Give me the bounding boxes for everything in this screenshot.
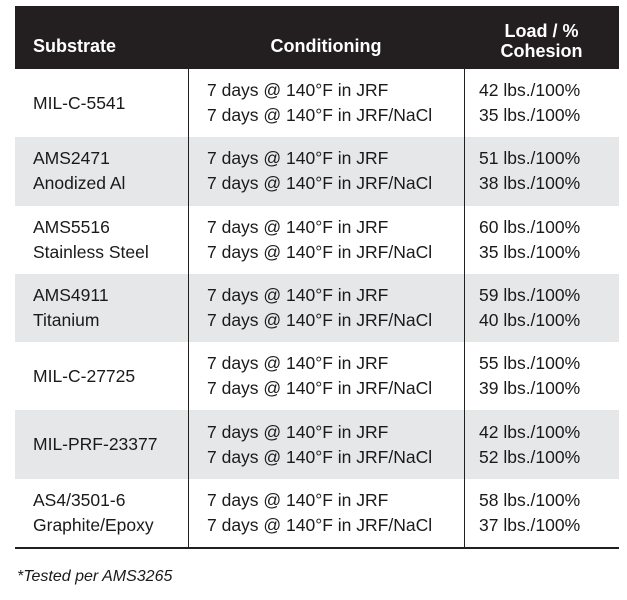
- conditioning-line2: 7 days @ 140°F in JRF/NaCl: [207, 310, 433, 331]
- conditioning-line2: 7 days @ 140°F in JRF/NaCl: [207, 514, 433, 535]
- substrate-cell: [15, 137, 188, 205]
- substrate-cell: [15, 206, 188, 274]
- table-header: [15, 6, 619, 69]
- conditioning-cell: [188, 69, 464, 137]
- conditioning-cell: [188, 479, 464, 547]
- conditioning-line1: 7 days @ 140°F in JRF: [207, 216, 389, 237]
- substrate-line1: MIL-C-27725: [33, 365, 136, 386]
- conditioning-line2: 7 days @ 140°F in JRF/NaCl: [207, 173, 433, 194]
- table-row: [15, 342, 619, 410]
- conditioning-line1: 7 days @ 140°F in JRF: [207, 148, 389, 169]
- load-line1: 55 lbs./100%: [479, 353, 581, 374]
- load-cell: [464, 69, 619, 137]
- load-cell: [464, 342, 619, 410]
- load-line1: 58 lbs./100%: [479, 489, 581, 510]
- substrate-line2: Anodized Al: [33, 173, 126, 194]
- substrate-cell: [15, 342, 188, 410]
- substrate-line1: MIL-PRF-23377: [33, 434, 158, 455]
- table-row: [15, 410, 619, 478]
- load-line1: 42 lbs./100%: [479, 80, 581, 101]
- conditioning-line2: 7 days @ 140°F in JRF/NaCl: [207, 241, 433, 262]
- substrate-line1: AMS5516: [33, 216, 110, 237]
- substrate-line1: AMS4911: [33, 285, 109, 306]
- substrate-line1: MIL-C-5541: [33, 92, 126, 113]
- substrate-line2: Graphite/Epoxy: [33, 514, 154, 535]
- footnote: *Tested per AMS3265: [17, 568, 173, 585]
- load-line2: 39 lbs./100%: [479, 378, 581, 399]
- header-load-cohesion: [464, 6, 619, 69]
- conditioning-cell: [188, 274, 464, 342]
- header-substrate: Substrate: [33, 36, 117, 56]
- load-line2: 38 lbs./100%: [479, 173, 581, 194]
- load-cell: [464, 206, 619, 274]
- table-row: [15, 206, 619, 274]
- load-cell: [464, 410, 619, 478]
- table-row: [15, 137, 619, 205]
- substrate-cell: [15, 69, 188, 137]
- conditioning-cell: [188, 206, 464, 274]
- load-line1: 51 lbs./100%: [479, 148, 581, 169]
- load-line2: 35 lbs./100%: [479, 105, 581, 126]
- conditioning-line1: 7 days @ 140°F in JRF: [207, 80, 389, 101]
- header-load-line2: Cohesion: [500, 40, 583, 61]
- load-line1: 42 lbs./100%: [479, 421, 581, 442]
- table-row: [15, 69, 619, 137]
- table-body: [15, 69, 619, 547]
- substrate-line2: Stainless Steel: [33, 241, 149, 262]
- conditioning-cell: [188, 410, 464, 478]
- table-bottom-rule: [15, 547, 619, 549]
- load-cell: [464, 137, 619, 205]
- conditioning-cell: [188, 137, 464, 205]
- table-row: [15, 479, 619, 547]
- conditioning-line1: 7 days @ 140°F in JRF: [207, 285, 389, 306]
- load-line2: 40 lbs./100%: [479, 310, 581, 331]
- substrate-line1: AS4/3501-6: [33, 489, 126, 510]
- substrate-line2: Titanium: [33, 310, 100, 331]
- conditioning-cell: [188, 342, 464, 410]
- substrate-cell: [15, 479, 188, 547]
- substrate-line1: AMS2471: [33, 148, 110, 169]
- load-line1: 60 lbs./100%: [479, 216, 581, 237]
- substrate-cell: [15, 410, 188, 478]
- conditioning-line2: 7 days @ 140°F in JRF/NaCl: [207, 446, 433, 467]
- conditioning-line1: 7 days @ 140°F in JRF: [207, 421, 389, 442]
- load-cell: [464, 274, 619, 342]
- substrate-cell: [15, 274, 188, 342]
- conditioning-line2: 7 days @ 140°F in JRF/NaCl: [207, 378, 433, 399]
- header-conditioning: Conditioning: [270, 36, 382, 56]
- adhesion-table: [15, 6, 619, 549]
- conditioning-line1: 7 days @ 140°F in JRF: [207, 353, 389, 374]
- conditioning-line1: 7 days @ 140°F in JRF: [207, 489, 389, 510]
- load-cell: [464, 479, 619, 547]
- table-row: [15, 274, 619, 342]
- load-line2: 35 lbs./100%: [479, 241, 581, 262]
- load-line1: 59 lbs./100%: [479, 285, 581, 306]
- conditioning-line2: 7 days @ 140°F in JRF/NaCl: [207, 105, 433, 126]
- header-load-line1: Load / %: [504, 20, 579, 41]
- load-line2: 52 lbs./100%: [479, 446, 581, 467]
- load-line2: 37 lbs./100%: [479, 514, 581, 535]
